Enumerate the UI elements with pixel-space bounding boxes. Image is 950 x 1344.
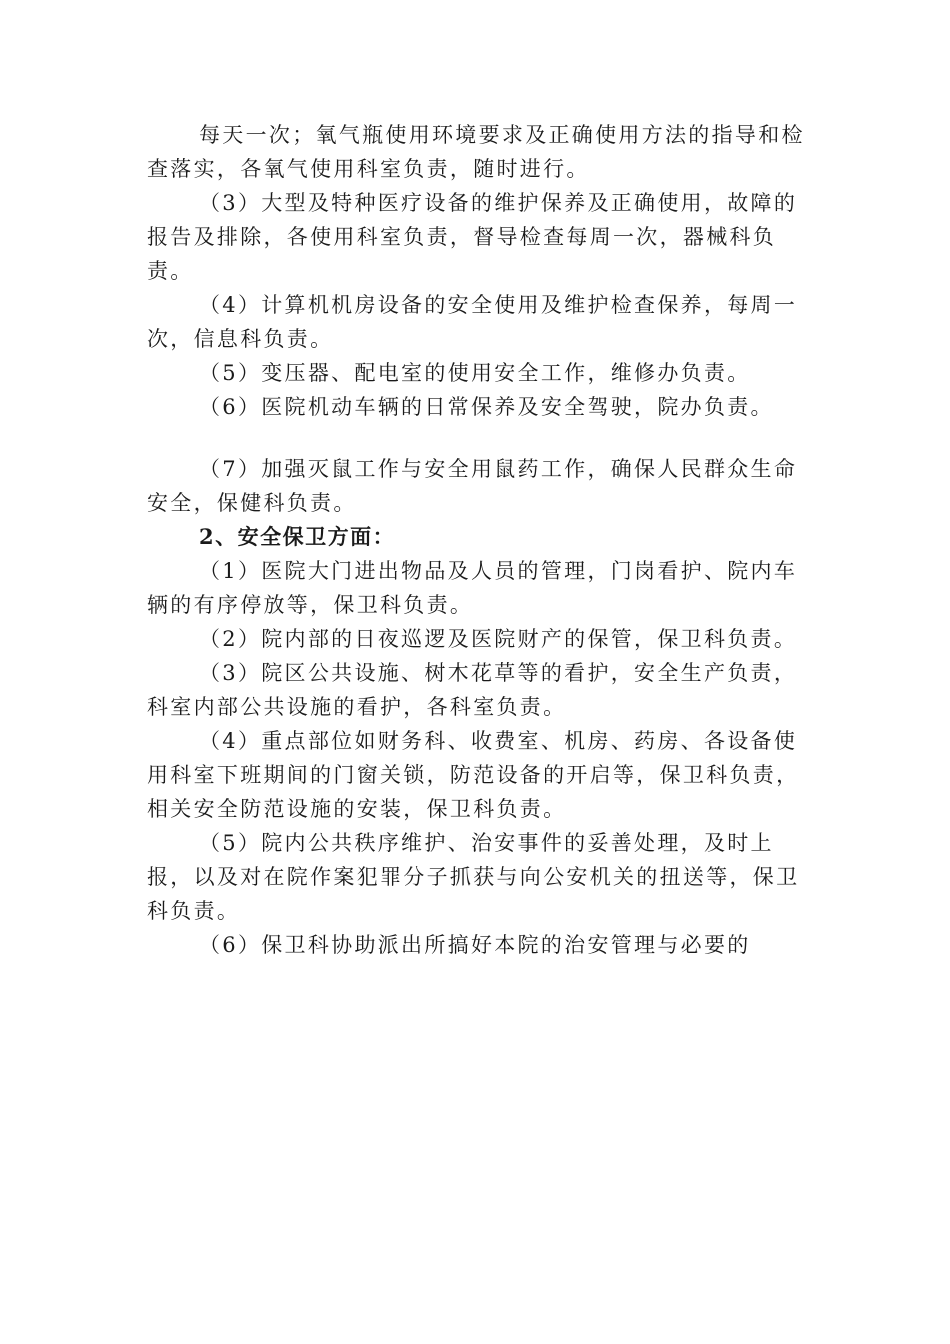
- paragraph-item-4-computer-room: （4）计算机机房设备的安全使用及维护检查保养，每周一次，信息科负责。: [147, 293, 798, 351]
- paragraph-oxygen-cylinder: 每天一次；氧气瓶使用环境要求及正确使用方法的指导和检查落实，各氧气使用科室负责，随时进行。: [147, 123, 805, 181]
- paragraph-security-3-facilities: （3）院区公共设施、树木花草等的看护，安全生产负责，科室内部公共设施的看护，各科室负责。: [147, 661, 798, 719]
- paragraph-item-3-medical-equipment: （3）大型及特种医疗设备的维护保养及正确使用，故障的报告及排除，各使用科室负责，督导检查每周一次，器械科负责。: [147, 191, 798, 283]
- paragraph-item-7-rodent-control: （7）加强灭鼠工作与安全用鼠药工作，确保人民群众生命安全，保健科负责。: [147, 457, 798, 515]
- paragraph-item-6-vehicles: （6）医院机动车辆的日常保养及安全驾驶，院办负责。: [199, 395, 774, 419]
- paragraph-security-5-public-order: （5）院内公共秩序维护、治安事件的妥善处理，及时上报，以及对在院作案犯罪分子抓获与向公安机关的扭送等，保卫科负责。: [147, 831, 800, 923]
- paragraph-security-6-police-assist: （6）保卫科协助派出所搞好本院的治安管理与必要的: [199, 933, 751, 957]
- paragraph-item-5-transformer: （5）变压器、配电室的使用安全工作，维修办负责。: [199, 361, 751, 385]
- document-body: [147, 118, 807, 962]
- paragraph-security-4-key-areas: （4）重点部位如财务科、收费室、机房、药房、各设备使用科室下班期间的门窗关锁，防范设备的开启等，保卫科负责，相关安全防范设施的安装，保卫科负责。: [147, 729, 800, 821]
- paragraph-security-1-gate: （1）医院大门进出物品及人员的管理，门岗看护、院内车辆的有序停放等，保卫科负责。: [147, 559, 798, 617]
- paragraph-security-2-patrol: （2）院内部的日夜巡逻及医院财产的保管，保卫科负责。: [199, 627, 798, 651]
- section-heading-security: 2、安全保卫方面：: [199, 524, 396, 549]
